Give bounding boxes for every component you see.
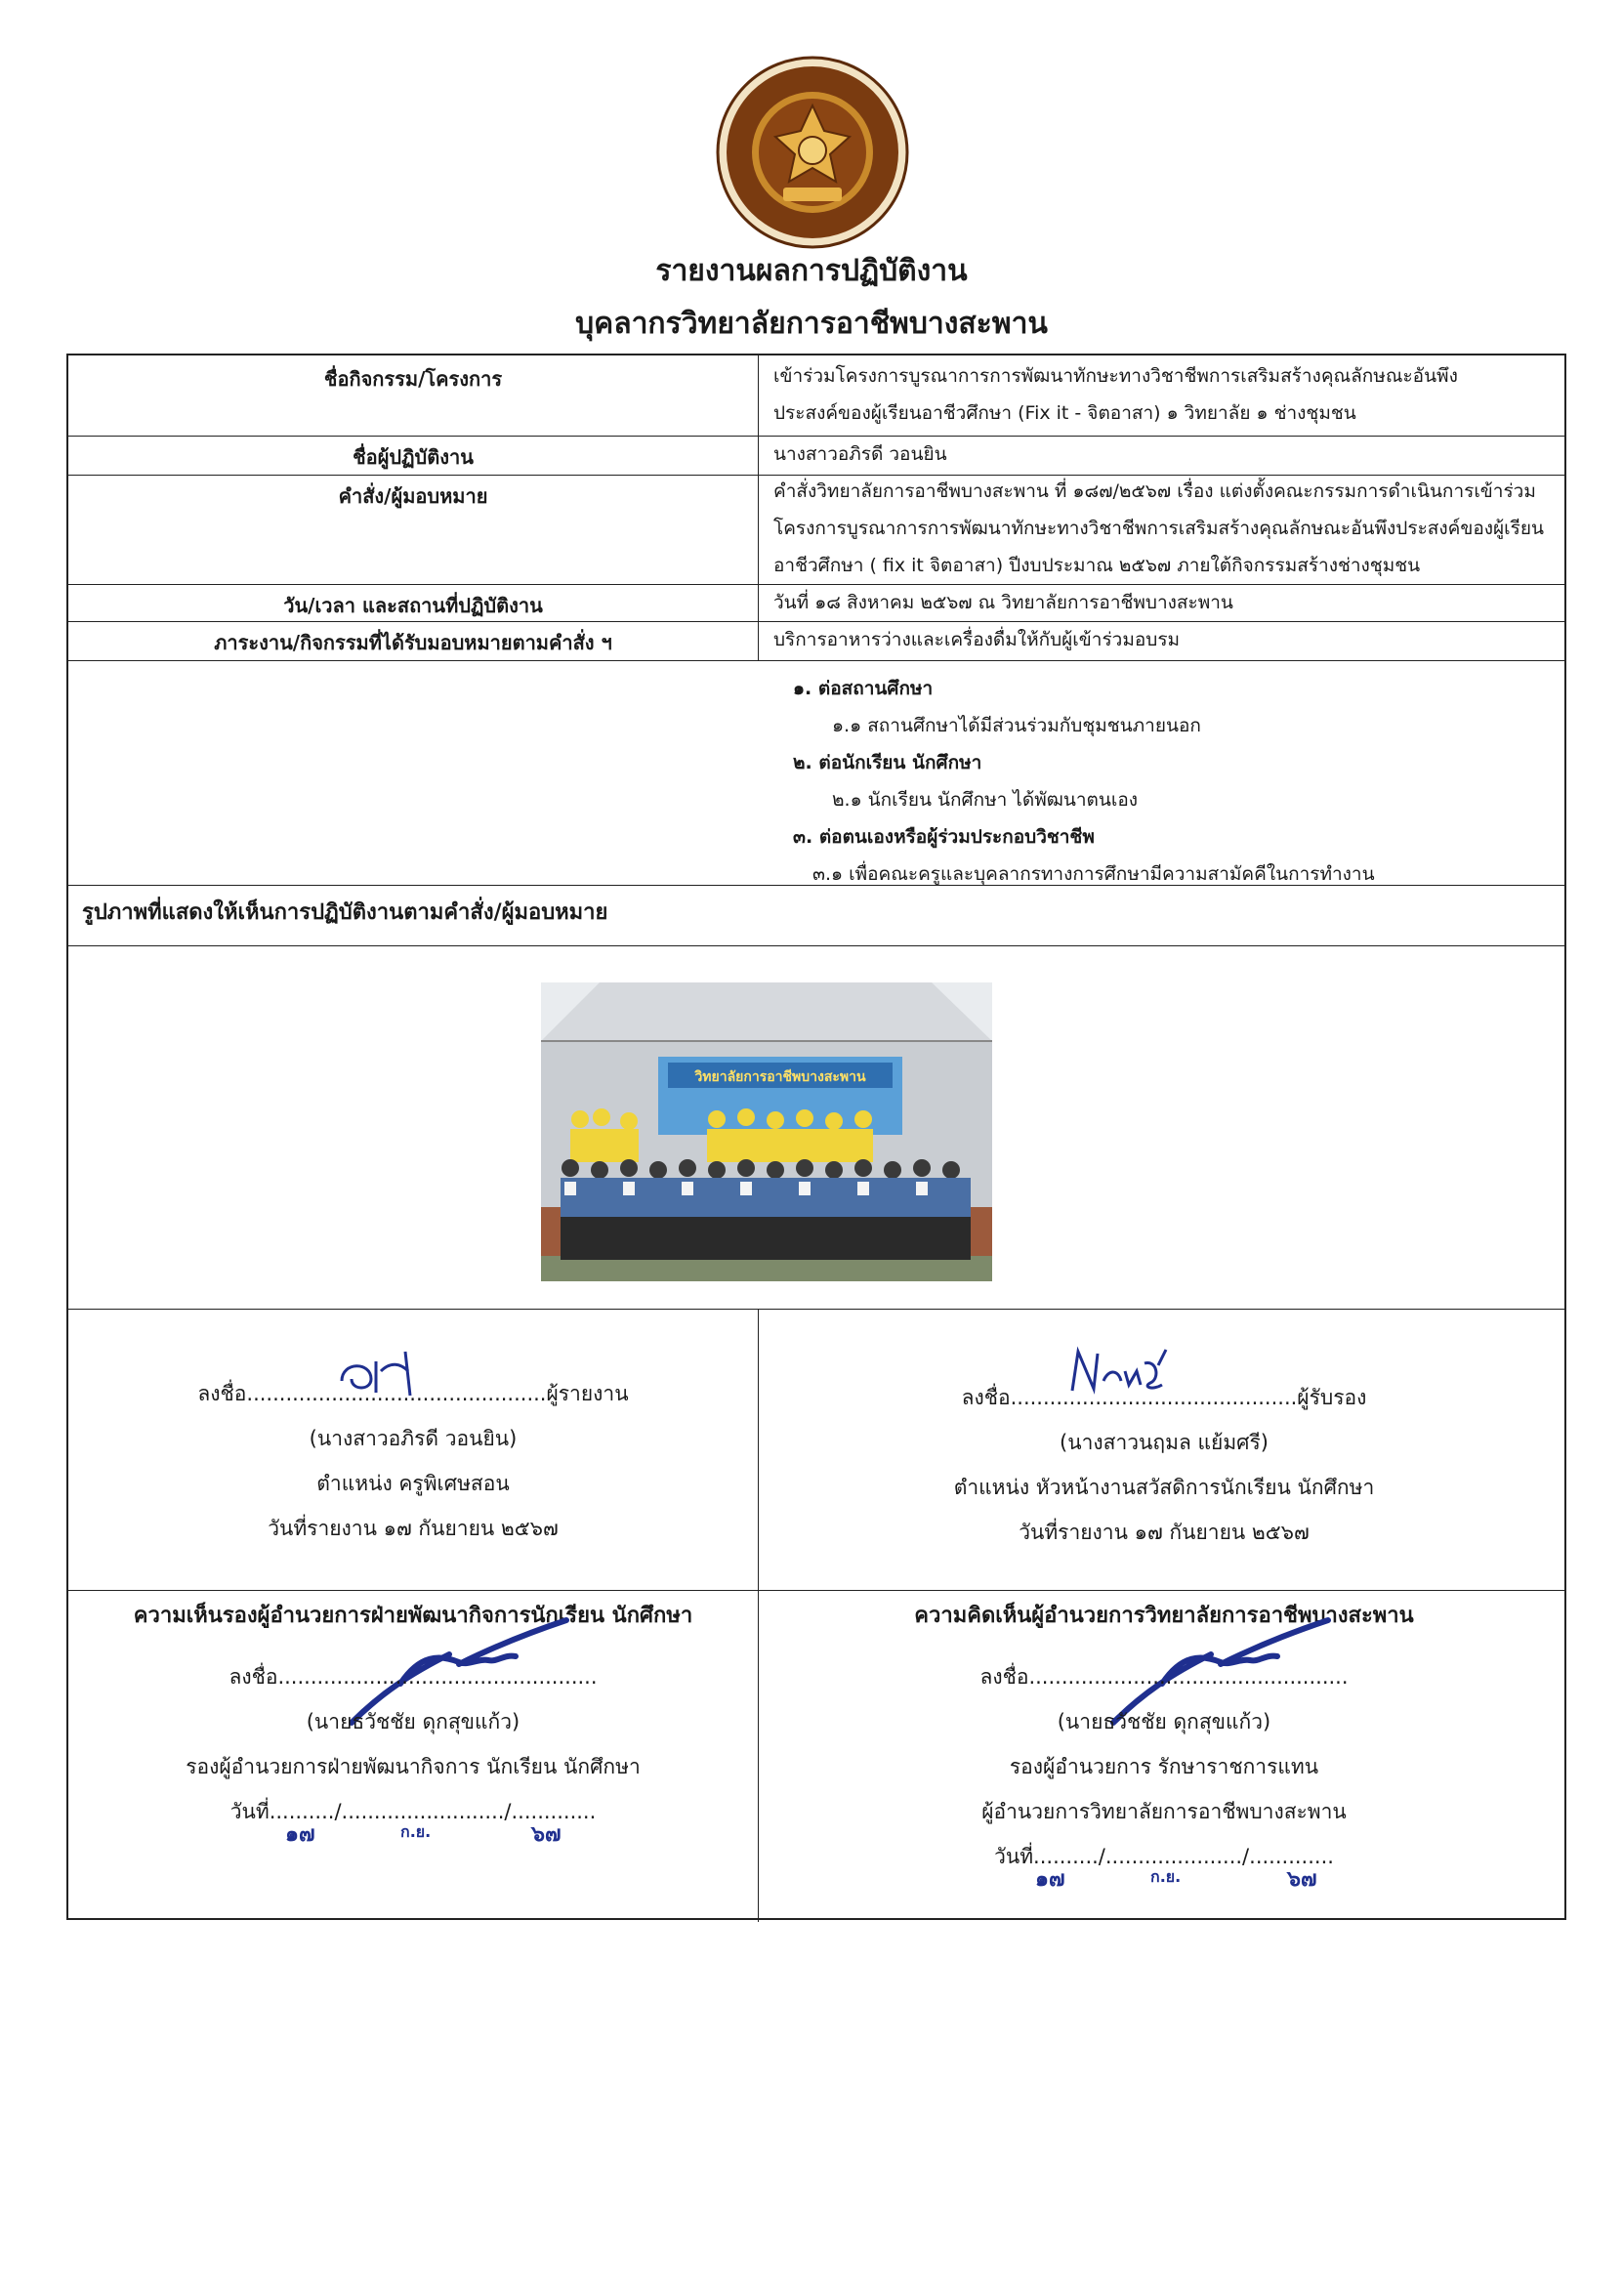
certifier-sign-line: ลงชื่อ............................................ผู้รับรอง bbox=[961, 1386, 1367, 1409]
deputy-date-year: ๖๗ bbox=[531, 1822, 562, 1847]
report-table bbox=[66, 354, 1566, 1920]
director-position1: รองผู้อำนวยการ รักษาราชการแทน bbox=[1009, 1755, 1319, 1778]
results-list bbox=[773, 670, 1555, 893]
certifier-block bbox=[760, 1375, 1568, 1555]
reporter-block bbox=[68, 1371, 758, 1551]
director-block bbox=[760, 1654, 1568, 1879]
director-date-line: วันที่........../...................../............. bbox=[994, 1845, 1334, 1868]
photo-section-heading: รูปภาพที่แสดงให้เห็นการปฏิบัติงานตามคำสั่ง/ผู้มอบหมาย bbox=[82, 900, 608, 925]
director-name: (นายธวัชชัย ดุกสุขแก้ว) bbox=[1057, 1710, 1271, 1733]
report-subtitle: บุคลากรวิทยาลัยการอาชีพบางสะพาน bbox=[575, 307, 1048, 341]
date-label: วัน/เวลา และสถานที่ปฏิบัติงาน bbox=[283, 594, 543, 617]
result-item: ๒.๑ นักเรียน นักศึกษา ได้พัฒนาตนเอง bbox=[832, 789, 1139, 811]
director-heading: ความคิดเห็นผู้อำนวยการวิทยาลัยการอาชีพบางสะพาน bbox=[914, 1604, 1414, 1628]
certifier-name: (นางสาวนฤมล แย้มศรี) bbox=[1060, 1431, 1269, 1454]
reporter-sign-line: ลงชื่อ..............................................ผู้รายงาน bbox=[197, 1382, 629, 1405]
task-label: ภาระงาน/กิจกรรมที่ได้รับมอบหมายตามคำสั่ง ฯ bbox=[214, 631, 612, 654]
director-date-day: ๑๗ bbox=[1035, 1867, 1065, 1892]
activity-value: เข้าร่วมโครงการบูรณาการการพัฒนาทักษะทางวิชาชีพการเสริมสร้างคุณลักษณะอันพึง ประสงค์ของผู้เรียนอาชีวศึกษา (Fix it - จิตอาสา) ๑ วิทยาลัย ๑ ช่างชุมชน bbox=[773, 365, 1458, 424]
reporter-name: (นางสาวอภิรดี วอนยิน) bbox=[309, 1427, 518, 1450]
certifier-position: ตำแหน่ง หัวหน้างานสวัสดิการนักเรียน นักศึกษา bbox=[953, 1476, 1375, 1499]
certifier-date: วันที่รายงาน ๑๗ กันยายน ๒๕๖๗ bbox=[1019, 1521, 1310, 1544]
deputy-sign-line: ลงชื่อ................................................. bbox=[229, 1665, 598, 1689]
result-item: ๓.๑ เพื่อคณะครูและบุคลากรทางการศึกษามีความสามัคคีในการทำงาน bbox=[812, 863, 1375, 885]
director-position2: ผู้อำนวยการวิทยาลัยการอาชีพบางสะพาน bbox=[981, 1800, 1347, 1823]
college-seal-logo bbox=[715, 55, 910, 250]
result-heading: ๑. ต่อสถานศึกษา bbox=[793, 678, 934, 699]
order-value: คำสั่งวิทยาลัยการอาชีพบางสะพาน ที่ ๑๘๗/๒๕๖๗ เรื่อง แต่งตั้งคณะกรรมการดำเนินการเข้าร่วม โครงการบูรณาการการพัฒนาทักษะทางวิชาชีพการเสริมสร้างคุณลักษณะอันพึงประสงค์ของผู้เรียน อาชีวศึกษา ( fix it จิตอาสา) ปีงบประมาณ ๒๕๖๗ ภายใต้กิจกรรมสร้างช่างชุมชน bbox=[773, 480, 1544, 576]
deputy-date-day: ๑๗ bbox=[285, 1822, 315, 1847]
deputy-position: รองผู้อำนวยการฝ่ายพัฒนากิจการ นักเรียน นักศึกษา bbox=[186, 1755, 641, 1778]
reporter-date: วันที่รายงาน ๑๗ กันยายน ๒๕๖๗ bbox=[268, 1517, 559, 1540]
group-photo bbox=[541, 982, 992, 1281]
task-value: บริการอาหารว่างและเครื่องดื่มให้กับผู้เข้าร่วมอบรม bbox=[773, 629, 1181, 650]
activity-label: ชื่อกิจกรรม/โครงการ bbox=[323, 367, 503, 391]
photo-banner-text: วิทยาลัยการอาชีพบางสะพาน bbox=[694, 1069, 866, 1085]
report-title: รายงานผลการปฏิบัติงาน bbox=[655, 254, 968, 288]
deputy-name: (นายธวัชชัย ดุกสุขแก้ว) bbox=[306, 1710, 520, 1733]
director-date-year: ๖๗ bbox=[1287, 1867, 1317, 1892]
order-label: คำสั่ง/ผู้มอบหมาย bbox=[338, 484, 488, 508]
result-heading: ๓. ต่อตนเองหรือผู้ร่วมประกอบวิชาชีพ bbox=[793, 826, 1095, 848]
director-date-month: ก.ย. bbox=[1150, 1867, 1182, 1886]
deputy-block bbox=[68, 1654, 758, 1834]
result-item: ๑.๑ สถานศึกษาได้มีส่วนร่วมกับชุมชนภายนอก bbox=[832, 715, 1201, 736]
performer-label: ชื่อผู้ปฏิบัติงาน bbox=[353, 445, 474, 469]
reporter-position: ตำแหน่ง ครูพิเศษสอน bbox=[316, 1472, 510, 1495]
performer-value: นางสาวอภิรดี วอนยิน bbox=[773, 443, 947, 465]
deputy-date-month: ก.ย. bbox=[400, 1822, 432, 1841]
deputy-date-line: วันที่........../........................./............. bbox=[229, 1800, 597, 1823]
director-sign-line: ลงชื่อ................................................. bbox=[979, 1665, 1349, 1689]
deputy-heading: ความเห็นรองผู้อำนวยการฝ่ายพัฒนากิจการนักเรียน นักศึกษา bbox=[133, 1604, 693, 1628]
result-heading: ๒. ต่อนักเรียน นักศึกษา bbox=[793, 752, 982, 773]
date-value: วันที่ ๑๘ สิงหาคม ๒๕๖๗ ณ วิทยาลัยการอาชีพบางสะพาน bbox=[773, 592, 1233, 613]
